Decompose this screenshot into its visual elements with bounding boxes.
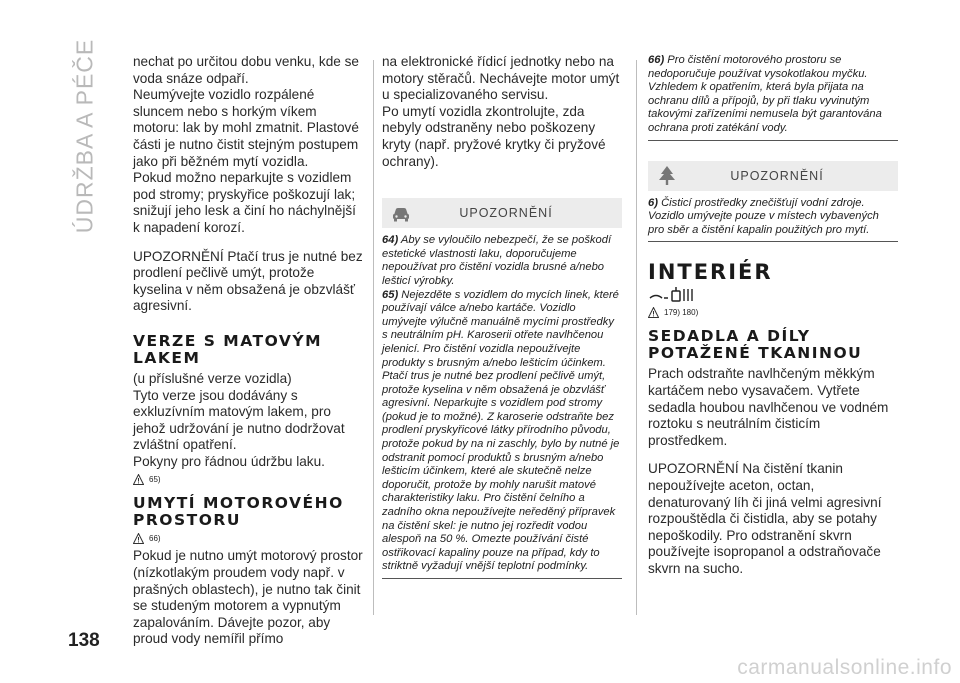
paragraph: Prach odstraňte navlhčeným měkkým kartáčem nebo vysavačem. Vytřete sedadla houbou navlhčenou ve vodném roztoku s neutrálním čisticím prostředkem. — [648, 366, 889, 448]
warning-number: 6) — [648, 196, 658, 209]
paragraph-warning-inline: UPOZORNĚNÍ Ptačí trus je nutné bez prodlení pečlivě umýt, protože kyselina v něm obsažená je obzvlášť agresivní. — [133, 248, 363, 314]
warning-number: 65) — [382, 288, 399, 301]
warning-icon — [133, 474, 144, 485]
reference-note — [133, 533, 365, 544]
heading-matte-paint: VERZE S MATOVÝM LAKEM — [133, 331, 322, 367]
watermark: carmanualsonline.info — [737, 656, 952, 679]
reference-number: 66) — [149, 534, 161, 544]
section-side-title — [70, 38, 100, 234]
warning-banner — [382, 198, 622, 228]
warning-item-65 — [382, 289, 622, 574]
paragraph: (u příslušné verze vozidla) — [133, 370, 292, 386]
warning-number: 64) — [382, 234, 399, 247]
paragraph: na elektronické řídicí jednotky nebo na motory stěračů. Nechávejte motor umýt u specializovaného servisu. — [382, 54, 620, 103]
page-number: 138 — [68, 630, 100, 651]
section-side-title-text: ÚDRŽBA A PÉČE — [71, 38, 98, 234]
warning-text: Čisticí prostředky znečišťují vodní zdroje. Vozidlo umývejte pouze v místech vybavených pro sběr a čistění kapalin použitých pro mytí. — [648, 196, 879, 236]
environment-item-6 — [648, 197, 898, 238]
warning-number: 66) — [648, 54, 665, 66]
reference-number: 65) — [149, 475, 161, 485]
cleaning-product-icon — [648, 285, 694, 303]
heading-seats-fabric: SEDADLA A DÍLY POTAŽENÉ TKANINOU — [648, 327, 863, 363]
environment-content — [648, 197, 898, 243]
column-1 — [133, 54, 365, 648]
tree-icon — [657, 165, 677, 187]
warning-icon — [133, 533, 144, 544]
heading-interior: INTERIÉR — [648, 260, 773, 285]
paragraph: nechat po určitou dobu venku, kde se voda snáze odpaří. — [133, 54, 359, 86]
paragraph: Pokyny pro řádnou údržbu laku. — [133, 453, 325, 469]
warning-content — [648, 54, 898, 141]
paragraph-warning-inline: UPOZORNĚNÍ Na čistění tkanin nepoužívejte aceton, octan, denaturovaný líh či jiná velmi agresivní rozpouštědla či čistidla, aby se potahy nepoškodily. Pro odstranění skvrn používejte isopropanol a odstraňovače skvrn na sucho. — [648, 461, 882, 576]
warning-item-64 — [382, 234, 622, 288]
reference-note — [648, 307, 898, 318]
warning-text: Pro čistění motorového prostoru se nedoporučuje používat vysokotlakou myčku. Vzhledem k opatřením, která byla přijata na ochranu dílů a přípojů, by při tlaku vyvinutým takovými zařízeními nemusela být garantována ochrana proti zatékání vody. — [648, 54, 882, 134]
paragraph: Pokud možno neparkujte s vozidlem pod stromy; pryskyřice poškozují lak; snižují jeho lesk a činí ho náchylnější k napadení korozí. — [133, 170, 356, 235]
paragraph: Tyto verze jsou dodávány s exkluzívním matovým lakem, pro jehož udržování je nutno dodržovat zvláštní opatření. — [133, 387, 345, 453]
warning-title: UPOZORNĚNÍ — [730, 168, 824, 183]
column-3 — [648, 54, 898, 577]
paragraph: Pokud je nutno umýt motorový prostor (nízkotlakým proudem vody např. v prašných oblastech), je nutno tak činit se studeným motorem a vypnutým zapalováním. Dávejte pozor, aby proud vody nemířil přímo — [133, 548, 363, 647]
column-2 — [382, 54, 622, 579]
environment-banner — [648, 161, 898, 191]
car-warning-icon — [390, 203, 412, 223]
warning-content — [382, 234, 622, 579]
warning-item-66 — [648, 54, 898, 136]
reference-note — [133, 474, 365, 485]
warning-text: Aby se vyloučilo nebezpečí, že se poškodí estetické vlastnosti laku, doporučujeme nepoužívat pro čistění vozidla brusné a/nebo lešticí výrobky. — [382, 234, 612, 287]
reference-number: 179) 180) — [664, 308, 699, 318]
warning-icon — [648, 307, 659, 318]
paragraph: Po umytí vozidla zkontrolujte, zda nebyly odstraněny nebo poškozeny kryty (např. pryžové krytky či pryžové ochrany). — [382, 103, 606, 169]
warning-text: Nejezděte s vozidlem do mycích linek, které používají válce a/nebo kartáče. Vozidlo umývejte výlučně manuálně mycími prostředky s neutrálním pH. Karoserii otřete navlhčenou jelenicí. Pro čistění vozidla nepoužívejte produkty s brusným a/nebo lešticím účinkem. Ptačí trus je nutné bez prodlení pečlivě umýt, protože kyselina v něm obsažená je obzvlášť agresivní. Neparkujte s vozidlem pod stromy (pokud je to možné). Z karoserie odstraňte bez prodlení pryskyřicové látky přírodního původu, protože pokud by na ni zaschly, bylo by nutné je odstranit pomocí produktů s brusným a/nebo lešticím účinkem, které ale skutečně nelze doporučit, protože by mohly narušit matové charakteristiky laku. Pro čistění čelního a zadního okna nepoužívejte neředěný přípravek na čistění skel: je nutno jej rozředit vodou alespoň na 50 %. Omezte používání čisté ostřikovací kapaliny pouze na případ, kdy to striktně vyžadují vnější teplotní podmínky. — [382, 288, 620, 573]
heading-engine-bay-wash: UMYTÍ MOTOROVÉHO PROSTORU — [133, 494, 344, 530]
column-divider — [636, 60, 637, 615]
column-divider — [373, 60, 374, 615]
paragraph: Neumývejte vozidlo rozpálené sluncem nebo s horkým víkem motoru: lak by mohl zmatnit. Plastové části je nutno čistit stejným postupem jako při běžném mytí vozidla. — [133, 87, 359, 169]
warning-title: UPOZORNĚNÍ — [459, 206, 553, 221]
